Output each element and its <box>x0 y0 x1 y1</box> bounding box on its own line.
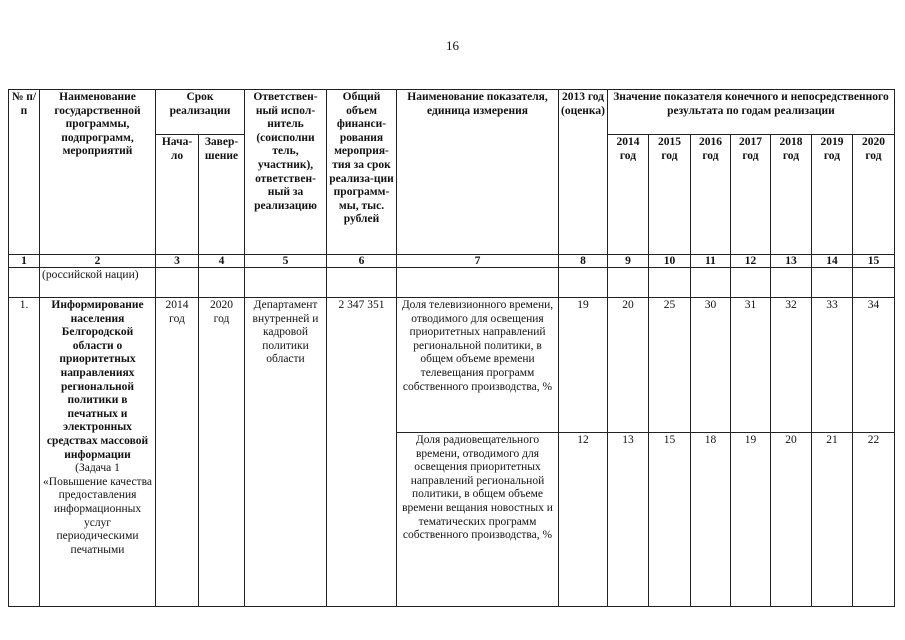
header-end: Завер-шение <box>199 135 245 255</box>
header-values-title: Значение показателя конечного и непосредственного результата по годам реализации <box>607 90 894 135</box>
indicator-value: 31 <box>730 298 770 433</box>
header-responsible: Ответствен-ный испол-нитель (соисполни тель, участник), ответствен-ный за реализацию <box>245 90 327 255</box>
indicator-value: 32 <box>770 298 811 433</box>
header-program-name: Наименование государственной программы, подпрограмм, мероприятий <box>40 90 156 255</box>
col-number: 12 <box>730 255 770 268</box>
item-responsible: Департамент внутренней и кадровой политики области <box>245 298 327 607</box>
indicator-value: 20 <box>607 298 648 433</box>
item-number: 1. <box>9 298 40 607</box>
header-2013: 2013 год (оценка) <box>559 90 608 255</box>
col-number: 9 <box>607 255 648 268</box>
item-name-cell <box>40 298 156 607</box>
item-volume: 2 347 351 <box>327 298 397 607</box>
col-number: 1 <box>9 255 40 268</box>
item-start: 2014 год <box>156 298 199 607</box>
col-number: 8 <box>559 255 608 268</box>
item-name: Информирование населения Белгородской области о приоритетных направлениях региональной политики в печатных и электронных средствах массовой информации <box>46 299 149 461</box>
continuation-row <box>9 268 895 298</box>
header-term: Срок реализации <box>156 90 245 135</box>
header-indicator: Наименование показателя, единица измерения <box>397 90 559 255</box>
col-number: 15 <box>852 255 894 268</box>
header-year-2016: 2016 год <box>690 135 730 255</box>
indicator-name: Доля радиовещательного времени, отводимого для освещения приоритетных направлений региональной политики, в общем объеме времени вещания новостных и тематических программ собственного производства, % <box>397 433 559 607</box>
indicator-value: 18 <box>690 433 730 607</box>
item-end: 2020 год <box>199 298 245 607</box>
header-year-2020: 2020 год <box>852 135 894 255</box>
header-year-2018: 2018 год <box>770 135 811 255</box>
col-number: 5 <box>245 255 327 268</box>
continuation-name: (российской нации) <box>40 268 156 298</box>
indicator-value: 25 <box>648 298 690 433</box>
col-number: 13 <box>770 255 811 268</box>
header-volume: Общий объем финанси-рования мероприя-тия за срок реализа-ции программ-мы, тыс. рублей <box>327 90 397 255</box>
header-year-2019: 2019 год <box>811 135 852 255</box>
indicator-value: 15 <box>648 433 690 607</box>
page-number: 16 <box>446 38 459 53</box>
indicator-value: 19 <box>730 433 770 607</box>
col-number: 7 <box>397 255 559 268</box>
header-num: № п/п <box>9 90 40 255</box>
col-number: 10 <box>648 255 690 268</box>
col-number: 6 <box>327 255 397 268</box>
col-number: 4 <box>199 255 245 268</box>
indicator-value: 22 <box>852 433 894 607</box>
header-year-2015: 2015 год <box>648 135 690 255</box>
column-number-row <box>9 255 895 268</box>
header-row <box>9 90 895 135</box>
col-number: 3 <box>156 255 199 268</box>
item-name-note: (Задача 1 «Повышение качества предоставления информационных услуг периодическими печатными <box>43 462 152 556</box>
header-year-2017: 2017 год <box>730 135 770 255</box>
table-row <box>9 298 895 433</box>
indicator-value: 19 <box>559 298 608 433</box>
col-number: 14 <box>811 255 852 268</box>
indicator-value: 30 <box>690 298 730 433</box>
indicator-value: 13 <box>607 433 648 607</box>
indicator-value: 33 <box>811 298 852 433</box>
program-table <box>8 89 895 607</box>
indicator-value: 34 <box>852 298 894 433</box>
header-year-2014: 2014 год <box>607 135 648 255</box>
col-number: 2 <box>40 255 156 268</box>
col-number: 11 <box>690 255 730 268</box>
indicator-value: 21 <box>811 433 852 607</box>
indicator-value: 12 <box>559 433 608 607</box>
header-start: Нача-ло <box>156 135 199 255</box>
indicator-value: 20 <box>770 433 811 607</box>
indicator-name: Доля телевизионного времени, отводимого для освещения приоритетных направлений региональной политики, в общем объеме времени телевещания программ собственного производства, % <box>397 298 559 433</box>
